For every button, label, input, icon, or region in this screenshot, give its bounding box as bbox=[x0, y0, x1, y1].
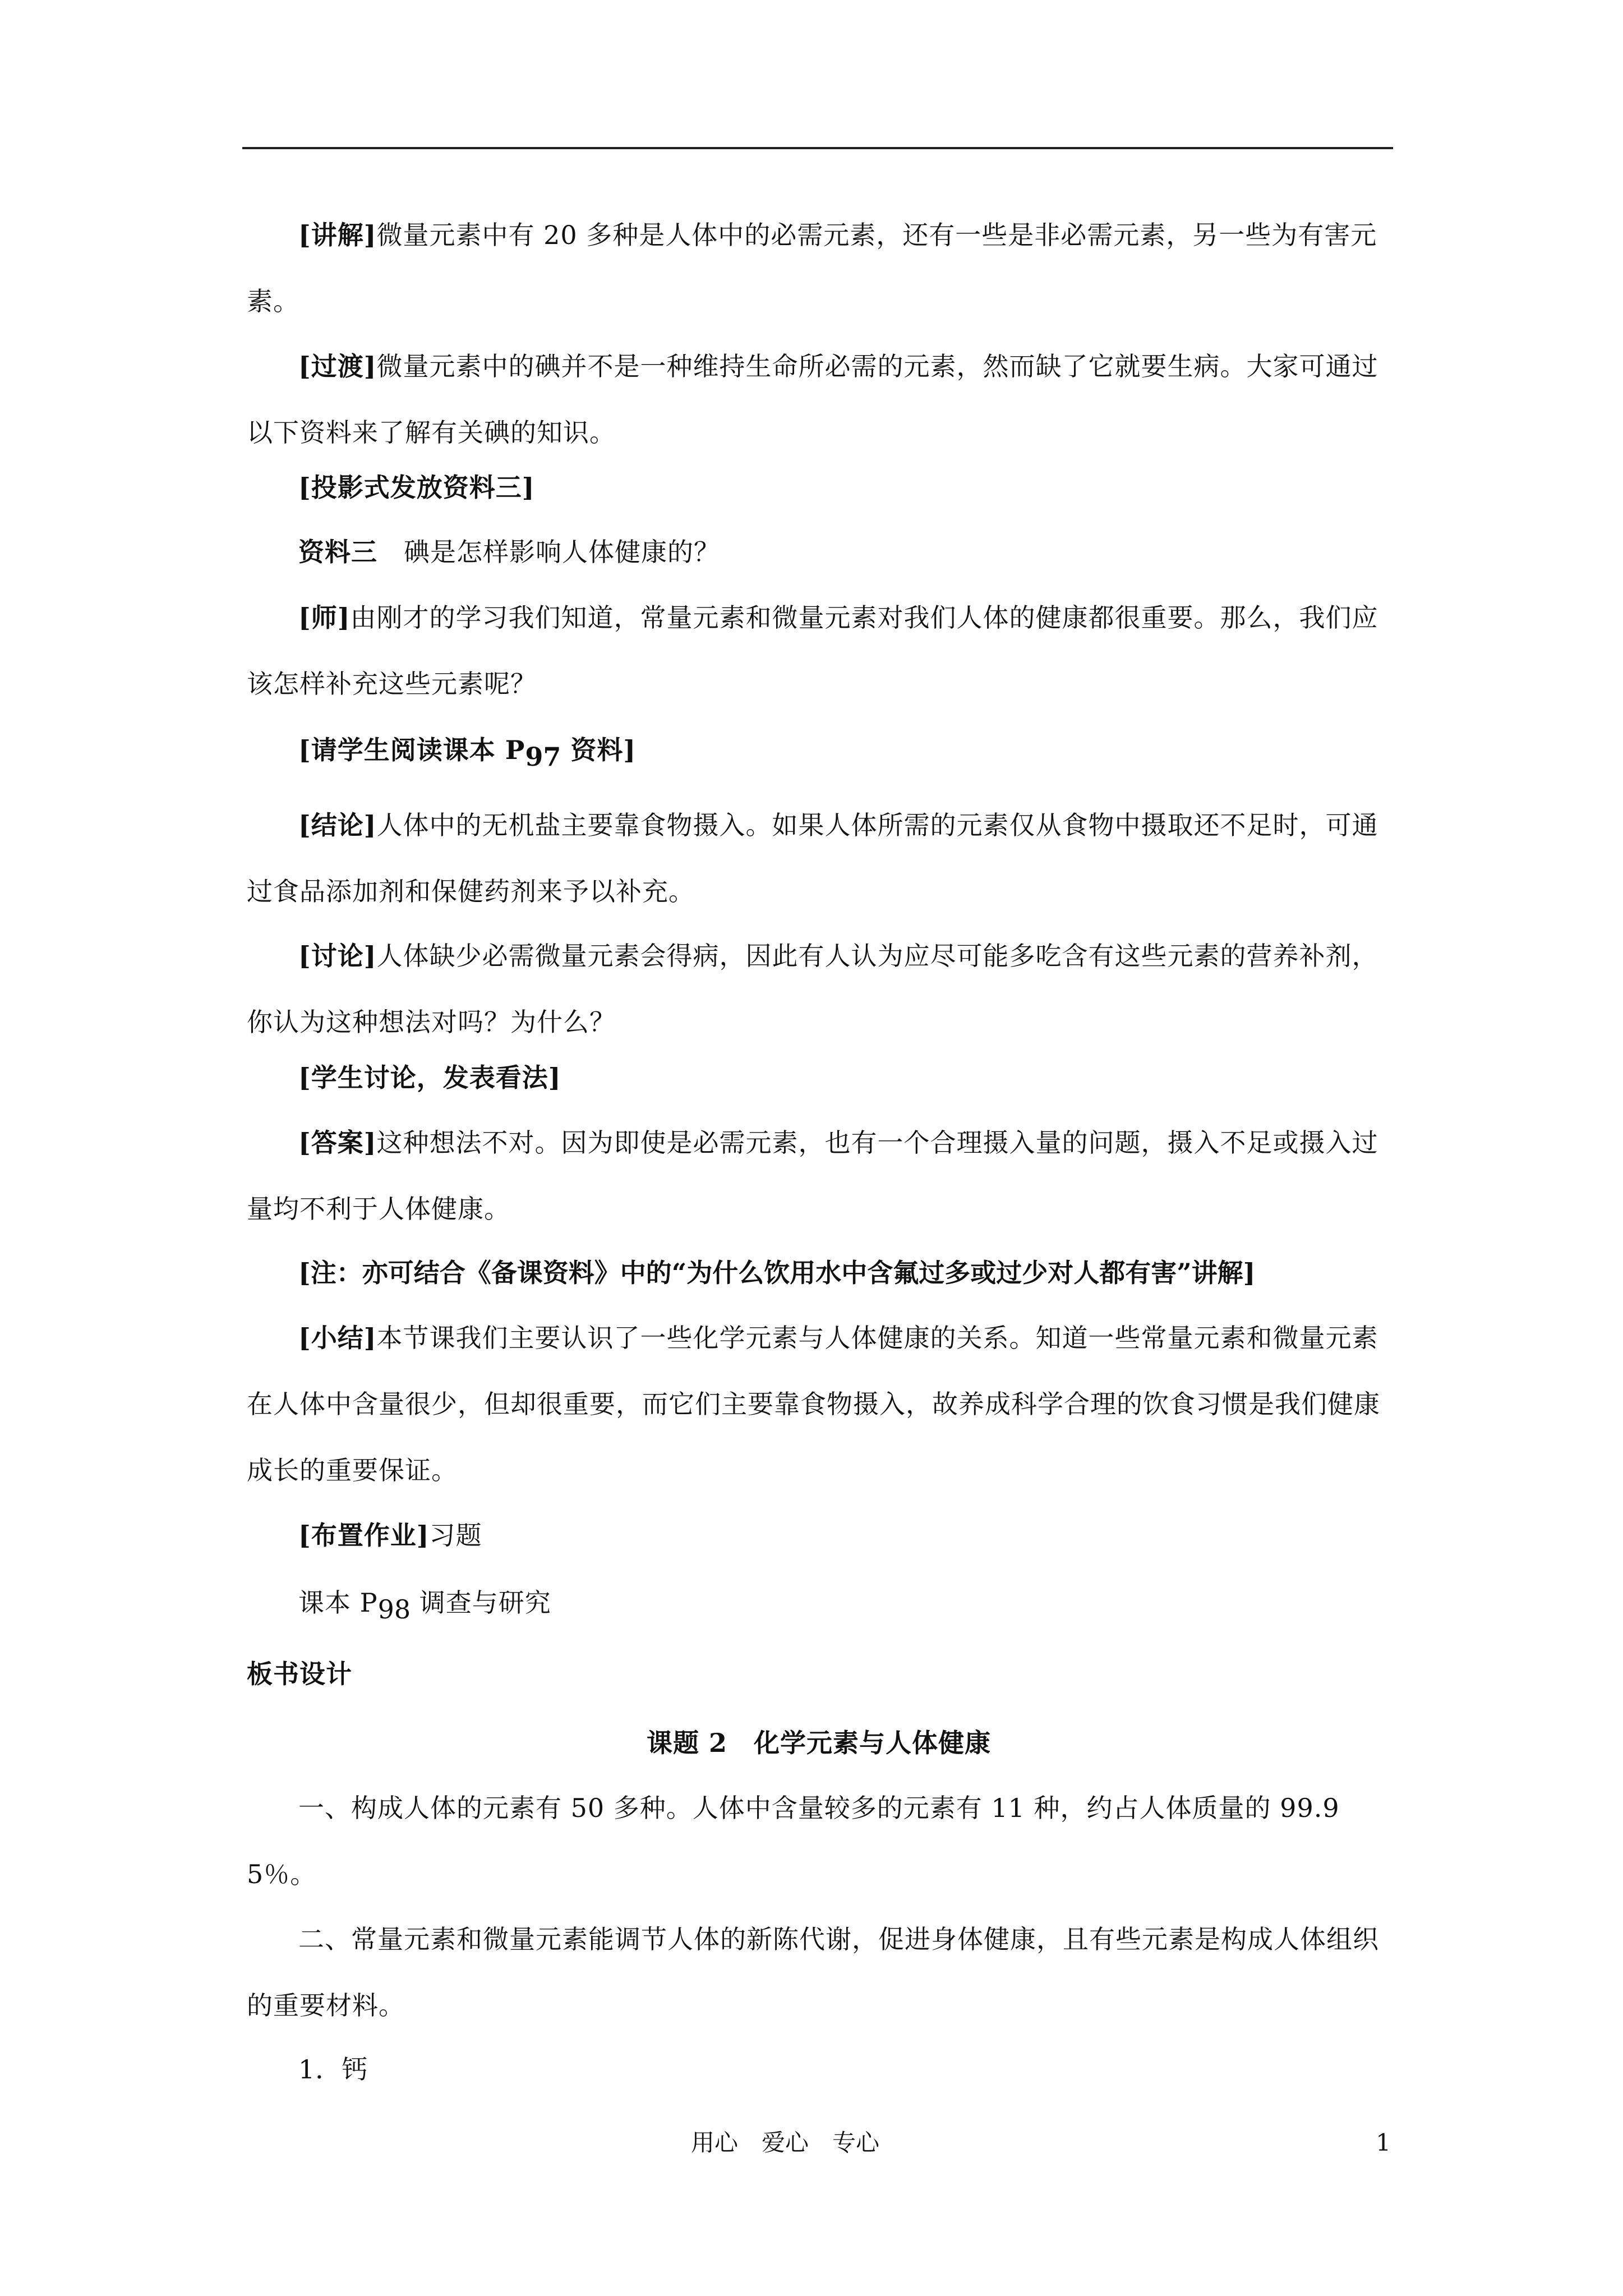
paragraph-conclusion bbox=[247, 792, 1391, 924]
paragraph-reading-instruction bbox=[247, 717, 1391, 790]
paragraph-text: 碘是怎样影响人体健康的？ bbox=[377, 537, 720, 567]
paragraph-tag: [注：亦可结合《备课资料》中的“为什么饮用水中含氟过多或过少对人都有害”讲解] bbox=[298, 1258, 1256, 1288]
page-subscript: 98 bbox=[377, 1594, 411, 1625]
tag-suffix: 资料] bbox=[561, 735, 637, 765]
paragraph-student-discussion bbox=[247, 1045, 1391, 1111]
footer-motto: 用心 爱心 专心 bbox=[690, 2129, 879, 2156]
paragraph-explanation bbox=[247, 202, 1391, 334]
paragraph-text: 由刚才的学习我们知道，常量元素和微量元素对我们人体的健康都很重要。那么，我们应该怎样补充这些元素呢？ bbox=[247, 602, 1378, 699]
paragraph-tag: [师] bbox=[298, 602, 351, 633]
board-item-one: 一、构成人体的元素有 50 多种。人体中含量较多的元素有 11 种，约占人体质量的 99.95％。 bbox=[247, 1793, 1340, 1889]
paragraph-tag: [讲解] bbox=[298, 220, 377, 250]
tag-prefix: [请学生阅读课本 P bbox=[298, 735, 525, 765]
paragraph-discussion bbox=[247, 923, 1391, 1055]
paragraph-text: 这种想法不对。因为即使是必需元素，也有一个合理摄入量的问题，摄入不足或摄入过量均不利于人体健康。 bbox=[247, 1128, 1378, 1224]
paragraph-textbook-research bbox=[247, 1570, 1391, 1642]
paragraph-text: 微量元素中的碘并不是一种维持生命所必需的元素，然而缺了它就要生病。大家可通过以下资料来了解有关碘的知识。 bbox=[247, 351, 1378, 448]
paragraph-tag: [答案] bbox=[298, 1128, 377, 1158]
paragraph-text: 微量元素中有 20 多种是人体中的必需元素，还有一些是非必需元素，另一些为有害元素。 bbox=[247, 220, 1377, 316]
page-subscript: 97 bbox=[525, 742, 561, 772]
text-suffix: 调查与研究 bbox=[411, 1588, 551, 1618]
paragraph-tag: 资料三 bbox=[298, 537, 377, 567]
paragraph-tag: [讨论] bbox=[298, 941, 377, 971]
board-item-two: 二、常量元素和微量元素能调节人体的新陈代谢，促进身体健康，且有些元素是构成人体组织的重要材料。 bbox=[247, 1924, 1379, 2021]
paragraph-tag bbox=[298, 735, 637, 772]
paragraph-text: 人体缺少必需微量元素会得病，因此有人认为应尽可能多吃含有这些元素的营养补剂，你认为这种想法对吗？为什么？ bbox=[247, 941, 1378, 1037]
paragraph-material-three bbox=[247, 519, 1391, 585]
paragraph-homework bbox=[247, 1502, 1391, 1568]
board-design-heading: 板书设计 bbox=[247, 1659, 352, 1689]
paragraph-tag: [布置作业] bbox=[298, 1520, 430, 1550]
paragraph-tag: [投影式发放资料三] bbox=[298, 472, 535, 503]
paragraph-teacher bbox=[247, 585, 1391, 717]
paragraph-tag: [结论] bbox=[298, 810, 377, 840]
paragraph-tag: [过渡] bbox=[298, 351, 377, 381]
paragraph-answer bbox=[247, 1110, 1391, 1242]
paragraph-transition bbox=[247, 333, 1391, 466]
paragraph-text: 习题 bbox=[429, 1520, 482, 1550]
paragraph-text: 本节课我们主要认识了一些化学元素与人体健康的关系。知道一些常量元素和微量元素在人体中含量很少，但却很重要，而它们主要靠食物摄入，故养成科学合理的饮食习惯是我们健康成长的重要保证。 bbox=[247, 1323, 1380, 1485]
board-title: 课题 2 化学元素与人体健康 bbox=[646, 1728, 992, 1758]
text-prefix: 课本 P bbox=[298, 1588, 378, 1618]
paragraph-tag: [学生讨论，发表看法] bbox=[298, 1062, 561, 1093]
paragraph-note bbox=[247, 1240, 1391, 1306]
paragraph-projection bbox=[247, 454, 1391, 521]
header-rule bbox=[242, 147, 1393, 149]
paragraph-text: 人体中的无机盐主要靠食物摄入。如果人体所需的元素仅从食物中摄取还不足时，可通过食品添加剂和保健药剂来予以补充。 bbox=[247, 810, 1378, 907]
board-item-calcium: 1．钙 bbox=[298, 2054, 368, 2085]
paragraph-tag: [小结] bbox=[298, 1323, 377, 1353]
page-number: 1 bbox=[1376, 2129, 1391, 2156]
paragraph-summary bbox=[247, 1305, 1391, 1503]
